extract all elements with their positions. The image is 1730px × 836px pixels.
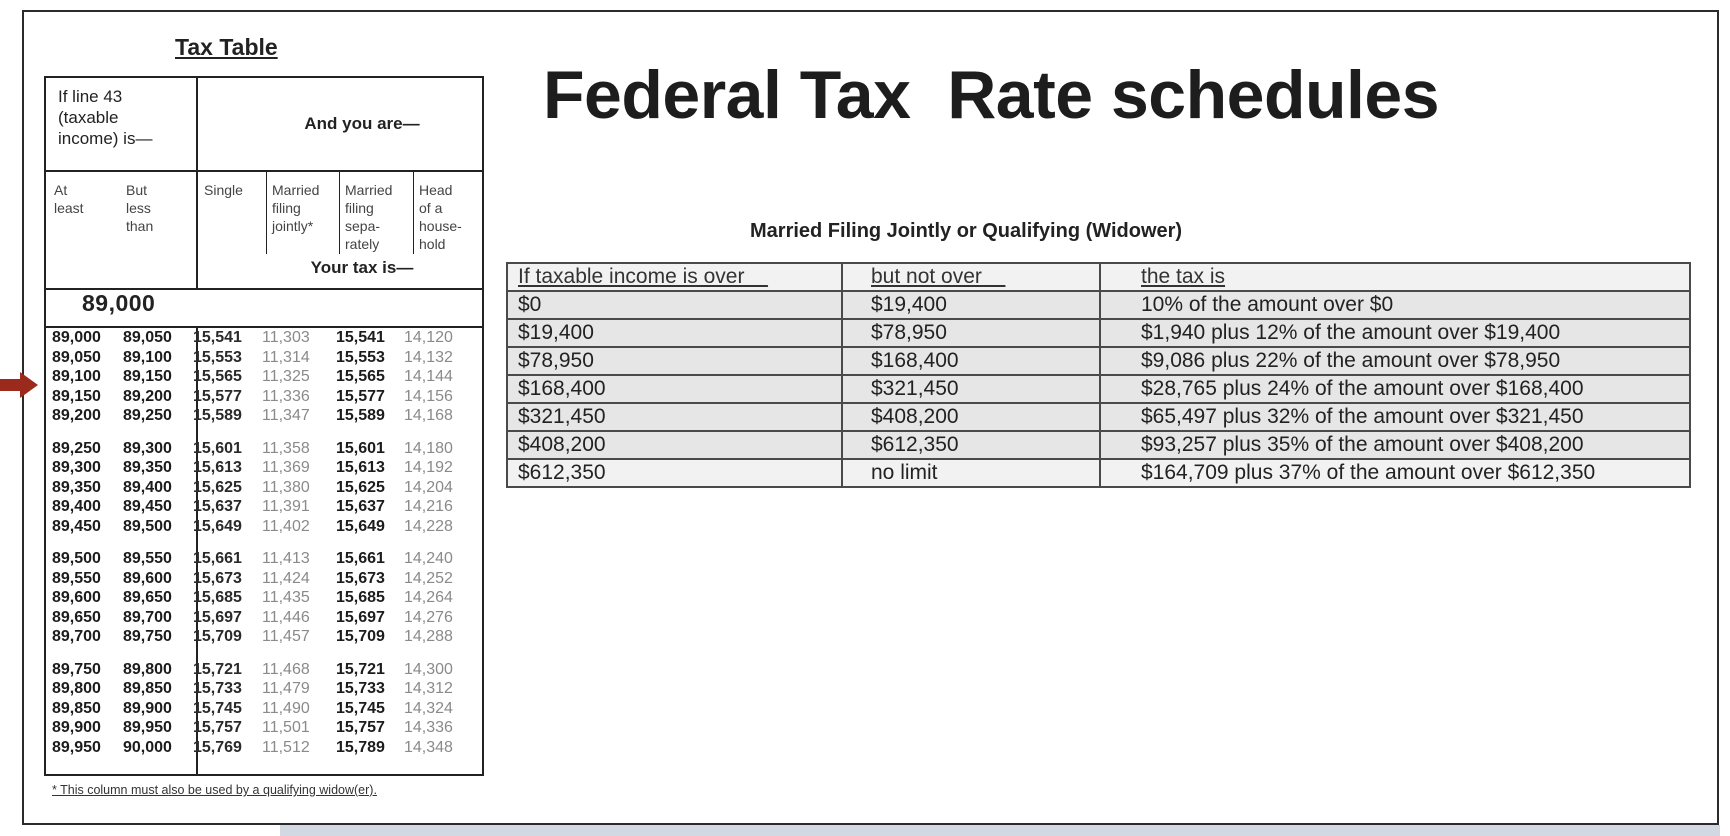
table-cell: $28,765 plus 24% of the amount over $168,400 — [1100, 375, 1690, 403]
bottom-strip — [280, 825, 1720, 836]
arrow-shape — [0, 372, 38, 398]
table-row: 89,350 89,400 15,625 11,380 15,625 14,204 — [52, 478, 453, 496]
schedule-subtitle: Married Filing Jointly or Qualifying (Widower) — [750, 220, 1183, 242]
table-row — [507, 319, 1690, 347]
sub-married-filing-jointly: Married filing jointly* — [272, 182, 320, 234]
income-band-label: 89,000 — [82, 290, 156, 316]
table-row: 89,550 89,600 15,673 11,424 15,673 14,252 — [52, 569, 453, 587]
table-row: 89,150 89,200 15,577 11,336 15,577 14,156 — [52, 387, 453, 405]
table-row: 89,900 89,950 15,757 11,501 15,757 14,336 — [52, 719, 453, 736]
table-row: 89,050 89,100 15,553 11,314 15,553 14,132 — [52, 348, 453, 366]
header-taxable-income: If line 43 (taxable income) is— — [58, 87, 153, 148]
table-row: 89,000 89,050 15,541 11,303 15,541 14,120 — [52, 329, 453, 346]
table-row: 89,200 89,250 15,589 11,347 15,589 14,168 — [52, 407, 453, 424]
header-and-you-are: And you are— — [304, 114, 420, 133]
table-row — [507, 431, 1690, 459]
table-cell: $0 — [507, 291, 842, 319]
table-row — [507, 403, 1690, 431]
table-cell: $93,257 plus 35% of the amount over $408,200 — [1100, 431, 1690, 459]
row-group — [46, 328, 486, 426]
column-header: If taxable income is over__ — [507, 263, 842, 291]
table-cell: $408,200 — [842, 403, 1100, 431]
table-row: 89,700 89,750 15,709 11,457 15,709 14,288 — [52, 628, 453, 645]
table-row: 89,500 89,550 15,661 11,413 15,661 14,240 — [52, 550, 453, 567]
rate-schedule-table — [506, 262, 1691, 488]
sub-at-least: At least — [54, 182, 84, 216]
table-cell: $19,400 — [507, 319, 842, 347]
tax-table-rows — [46, 328, 486, 770]
table-cell: $321,450 — [842, 375, 1100, 403]
table-row: 89,600 89,650 15,685 11,435 15,685 14,264 — [52, 589, 453, 606]
sub-married-filing-separately: Married filing sepa- rately — [345, 182, 393, 252]
table-row — [507, 291, 1690, 319]
table-row — [507, 347, 1690, 375]
table-row: 89,400 89,450 15,637 11,391 15,637 14,216 — [52, 498, 453, 515]
table-row — [507, 375, 1690, 403]
table-cell: $168,400 — [842, 347, 1100, 375]
arrow-pointer-icon — [0, 372, 38, 398]
table-row: 89,750 89,800 15,721 11,468 15,721 14,300 — [52, 660, 453, 678]
table-row: 89,250 89,300 15,601 11,358 15,601 14,180 — [52, 439, 453, 457]
table-row: 89,950 90,000 15,769 11,512 15,789 14,348 — [52, 738, 453, 756]
sub-but-less-than: But less than — [126, 182, 154, 234]
table-cell: $612,350 — [842, 431, 1100, 459]
column-header: but not over__ — [842, 263, 1100, 291]
table-row: 89,650 89,700 15,697 11,446 15,697 14,276 — [52, 608, 453, 626]
table-cell: $65,497 plus 32% of the amount over $321,450 — [1100, 403, 1690, 431]
table-cell: $168,400 — [507, 375, 842, 403]
footnote: * This column must also be used by a qualifying widow(er). — [52, 783, 377, 797]
table-header-row — [507, 263, 1690, 291]
table-cell: $9,086 plus 22% of the amount over $78,950 — [1100, 347, 1690, 375]
row-group — [46, 439, 486, 537]
table-cell: $1,940 plus 12% of the amount over $19,400 — [1100, 319, 1690, 347]
table-cell: $612,350 — [507, 459, 842, 487]
row-group — [46, 660, 486, 758]
tax-table-title: Tax Table — [175, 34, 278, 60]
table-row: 89,800 89,850 15,733 11,479 15,733 14,312 — [52, 680, 453, 697]
table-row: 89,300 89,350 15,613 11,369 15,613 14,192 — [52, 459, 453, 476]
table-cell: $19,400 — [842, 291, 1100, 319]
row-group — [46, 549, 486, 647]
table-cell: $78,950 — [507, 347, 842, 375]
sub-head-of-household: Head of a house- hold — [419, 182, 462, 252]
table-row — [507, 459, 1690, 487]
table-cell: 10% of the amount over $0 — [1100, 291, 1690, 319]
table-cell: $321,450 — [507, 403, 842, 431]
your-tax-is-label: Your tax is— — [310, 258, 414, 277]
table-row: 89,450 89,500 15,649 11,402 15,649 14,228 — [52, 517, 453, 535]
sub-single: Single — [204, 182, 243, 198]
table-cell: $78,950 — [842, 319, 1100, 347]
table-cell: $408,200 — [507, 431, 842, 459]
table-cell: no limit — [842, 459, 1100, 487]
table-row: 89,100 89,150 15,565 11,325 15,565 14,144 — [52, 368, 453, 385]
tax-table — [44, 76, 484, 776]
column-header: the tax is — [1100, 263, 1690, 291]
table-cell: $164,709 plus 37% of the amount over $612,350 — [1100, 459, 1690, 487]
table-row: 89,850 89,900 15,745 11,490 15,745 14,324 — [52, 699, 453, 717]
page-title: Federal Tax Rate schedules — [543, 57, 1440, 133]
